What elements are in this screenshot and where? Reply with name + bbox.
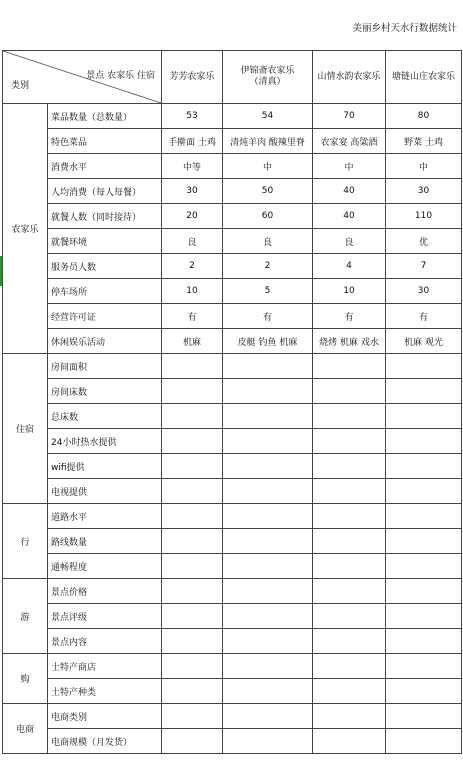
- value-cell[interactable]: 有: [162, 304, 223, 329]
- item-label-cell[interactable]: 道路水平: [48, 504, 162, 529]
- category-cell-farmstay[interactable]: 农家乐: [3, 104, 48, 354]
- table-row: [3, 204, 462, 229]
- value-cell[interactable]: 中等: [162, 154, 223, 179]
- value-cell[interactable]: [162, 604, 223, 629]
- value-cell[interactable]: [223, 504, 313, 529]
- value-cell[interactable]: 良: [313, 229, 386, 254]
- value-cell[interactable]: [223, 529, 313, 554]
- value-cell[interactable]: [313, 404, 386, 429]
- value-cell[interactable]: 70: [313, 104, 386, 129]
- table-row: [3, 604, 462, 629]
- value-cell[interactable]: [386, 379, 462, 404]
- value-cell[interactable]: 54: [223, 104, 313, 129]
- value-cell[interactable]: [313, 604, 386, 629]
- value-cell[interactable]: 10: [313, 279, 386, 304]
- value-cell[interactable]: 30: [386, 279, 462, 304]
- value-cell[interactable]: [386, 654, 462, 679]
- table-row: [3, 404, 462, 429]
- value-cell[interactable]: [162, 479, 223, 504]
- diagonal-header-cell[interactable]: [3, 51, 162, 104]
- value-cell[interactable]: [313, 729, 386, 754]
- value-cell[interactable]: [162, 729, 223, 754]
- value-cell[interactable]: 机麻: [162, 329, 223, 354]
- value-cell[interactable]: 有: [386, 304, 462, 329]
- table-row: [3, 129, 462, 154]
- column-header-line1: 山情水韵农家乐: [317, 71, 381, 82]
- item-label-cell[interactable]: 消费水平: [48, 154, 162, 179]
- diagonal-header-top-label: 景点 农家乐 住宿: [86, 71, 155, 81]
- table-row: [3, 504, 462, 529]
- item-label-cell[interactable]: 电商类别: [48, 704, 162, 729]
- table-row: [3, 479, 462, 504]
- category-cell-shopping[interactable]: 购: [3, 654, 48, 704]
- value-cell[interactable]: 20: [162, 204, 223, 229]
- value-cell[interactable]: 40: [313, 204, 386, 229]
- column-header-1[interactable]: [162, 51, 223, 104]
- value-cell[interactable]: 中: [386, 154, 462, 179]
- table-row: [3, 254, 462, 279]
- value-cell[interactable]: [162, 354, 223, 379]
- value-cell[interactable]: 野菜 土鸡: [386, 129, 462, 154]
- value-cell[interactable]: [386, 629, 462, 654]
- value-cell[interactable]: [386, 479, 462, 504]
- header-row: [3, 51, 462, 104]
- value-cell[interactable]: [223, 479, 313, 504]
- column-header-4[interactable]: [386, 51, 462, 104]
- item-label-cell[interactable]: 停车场所: [48, 279, 162, 304]
- value-cell[interactable]: [223, 729, 313, 754]
- value-cell[interactable]: [162, 379, 223, 404]
- item-label-cell[interactable]: 电视提供: [48, 479, 162, 504]
- item-label-cell[interactable]: 人均消费（每人每餐）: [48, 179, 162, 204]
- value-cell[interactable]: 清炖羊肉 酸辣里脊: [223, 129, 313, 154]
- value-cell[interactable]: [313, 554, 386, 579]
- value-cell[interactable]: [313, 354, 386, 379]
- column-header-line1: 芳芳农家乐: [169, 71, 215, 82]
- value-cell[interactable]: 优: [386, 229, 462, 254]
- value-cell[interactable]: [223, 604, 313, 629]
- item-label-cell[interactable]: 菜品数量（总数量）: [48, 104, 162, 129]
- value-cell[interactable]: 4: [313, 254, 386, 279]
- value-cell[interactable]: 80: [386, 104, 462, 129]
- table-row: [3, 679, 462, 704]
- item-label-cell[interactable]: 房间床数: [48, 379, 162, 404]
- value-cell[interactable]: [162, 629, 223, 654]
- item-label-cell[interactable]: 土特产种类: [48, 679, 162, 704]
- value-cell[interactable]: [223, 429, 313, 454]
- table-row: [3, 329, 462, 354]
- value-cell[interactable]: 有: [313, 304, 386, 329]
- table-row: [3, 229, 462, 254]
- value-cell[interactable]: [386, 529, 462, 554]
- value-cell[interactable]: [223, 354, 313, 379]
- value-cell[interactable]: [162, 654, 223, 679]
- item-label-cell[interactable]: 房间面积: [48, 354, 162, 379]
- table-row: [3, 654, 462, 679]
- value-cell[interactable]: 2: [162, 254, 223, 279]
- value-cell[interactable]: [313, 429, 386, 454]
- value-cell[interactable]: 皮艇 钓鱼 机麻: [223, 329, 313, 354]
- value-cell[interactable]: 10: [162, 279, 223, 304]
- table-row: [3, 629, 462, 654]
- value-cell[interactable]: [386, 429, 462, 454]
- category-cell-sightseeing[interactable]: 游: [3, 579, 48, 654]
- value-cell[interactable]: 有: [223, 304, 313, 329]
- table-row: [3, 579, 462, 604]
- value-cell[interactable]: 良: [162, 229, 223, 254]
- category-cell-transport[interactable]: 行: [3, 504, 48, 579]
- value-cell[interactable]: [223, 404, 313, 429]
- value-cell[interactable]: [162, 404, 223, 429]
- table-row: [3, 454, 462, 479]
- item-label-cell[interactable]: 24小时热水提供: [48, 429, 162, 454]
- category-cell-ecommerce[interactable]: 电商: [3, 704, 48, 754]
- value-cell[interactable]: [386, 604, 462, 629]
- value-cell[interactable]: [313, 529, 386, 554]
- value-cell[interactable]: [162, 529, 223, 554]
- value-cell[interactable]: [386, 579, 462, 604]
- table-row: [3, 554, 462, 579]
- column-header-line1: 伊锦斋农家乐: [240, 66, 295, 76]
- value-cell[interactable]: [313, 679, 386, 704]
- value-cell[interactable]: [223, 654, 313, 679]
- item-label-cell[interactable]: 服务员人数: [48, 254, 162, 279]
- value-cell[interactable]: 30: [386, 179, 462, 204]
- table-row: [3, 729, 462, 754]
- value-cell[interactable]: [386, 729, 462, 754]
- value-cell[interactable]: [313, 579, 386, 604]
- diagonal-header-bottom-label: 类别: [11, 81, 30, 91]
- value-cell[interactable]: 60: [223, 204, 313, 229]
- item-label-cell[interactable]: 就餐人数（同时接待）: [48, 204, 162, 229]
- value-cell[interactable]: [223, 629, 313, 654]
- value-cell[interactable]: [223, 579, 313, 604]
- item-label-cell[interactable]: 总床数: [48, 404, 162, 429]
- table-row: [3, 529, 462, 554]
- value-cell[interactable]: [162, 504, 223, 529]
- value-cell[interactable]: 5: [223, 279, 313, 304]
- column-header-line2: （清真）: [249, 77, 286, 87]
- value-cell[interactable]: [386, 554, 462, 579]
- value-cell[interactable]: 手擀面 土鸡: [162, 129, 223, 154]
- value-cell[interactable]: [162, 429, 223, 454]
- table-row: [3, 154, 462, 179]
- table-row: [3, 279, 462, 304]
- value-cell[interactable]: [162, 454, 223, 479]
- item-label-cell[interactable]: 特色菜品: [48, 129, 162, 154]
- value-cell[interactable]: [223, 679, 313, 704]
- value-cell[interactable]: 良: [223, 229, 313, 254]
- value-cell[interactable]: [313, 379, 386, 404]
- value-cell[interactable]: [386, 704, 462, 729]
- value-cell[interactable]: [162, 554, 223, 579]
- value-cell[interactable]: [223, 704, 313, 729]
- table-row: [3, 304, 462, 329]
- column-header-line1: 塘链山庄农家乐: [391, 71, 455, 82]
- value-cell[interactable]: 50: [223, 179, 313, 204]
- value-cell[interactable]: [162, 679, 223, 704]
- statistics-table: [2, 50, 462, 754]
- value-cell[interactable]: 机麻 观光: [386, 329, 462, 354]
- value-cell[interactable]: [313, 629, 386, 654]
- value-cell[interactable]: [313, 479, 386, 504]
- value-cell[interactable]: 53: [162, 104, 223, 129]
- table-row: [3, 379, 462, 404]
- item-label-cell[interactable]: 就餐环境: [48, 229, 162, 254]
- table-row: [3, 104, 462, 129]
- value-cell[interactable]: 中: [313, 154, 386, 179]
- value-cell[interactable]: [223, 454, 313, 479]
- item-label-cell[interactable]: 经营许可证: [48, 304, 162, 329]
- value-cell[interactable]: [223, 379, 313, 404]
- value-cell[interactable]: [386, 354, 462, 379]
- value-cell[interactable]: 农家宴 高粱酒: [313, 129, 386, 154]
- item-label-cell[interactable]: 景点内容: [48, 629, 162, 654]
- table-row: [3, 704, 462, 729]
- item-label-cell[interactable]: wifi提供: [48, 454, 162, 479]
- table-row: [3, 429, 462, 454]
- value-cell[interactable]: [386, 679, 462, 704]
- value-cell[interactable]: [386, 454, 462, 479]
- value-cell[interactable]: [162, 579, 223, 604]
- sheet-title: 美丽乡村天水行数据统计: [352, 23, 457, 34]
- value-cell[interactable]: 烧烤 机麻 戏水: [313, 329, 386, 354]
- value-cell[interactable]: [162, 704, 223, 729]
- value-cell[interactable]: 2: [223, 254, 313, 279]
- value-cell[interactable]: [313, 504, 386, 529]
- value-cell[interactable]: 7: [386, 254, 462, 279]
- table-body: [3, 51, 462, 754]
- value-cell[interactable]: 110: [386, 204, 462, 229]
- item-label-cell[interactable]: 景点价格: [48, 579, 162, 604]
- table-row: [3, 179, 462, 204]
- column-header-2[interactable]: [223, 51, 313, 104]
- value-cell[interactable]: [313, 704, 386, 729]
- value-cell[interactable]: 中: [223, 154, 313, 179]
- value-cell[interactable]: [386, 404, 462, 429]
- value-cell[interactable]: [313, 654, 386, 679]
- item-label-cell[interactable]: 电商规模（月发货）: [48, 729, 162, 754]
- item-label-cell[interactable]: 通畅程度: [48, 554, 162, 579]
- item-label-cell[interactable]: 景点评级: [48, 604, 162, 629]
- value-cell[interactable]: 30: [162, 179, 223, 204]
- value-cell[interactable]: [223, 554, 313, 579]
- table-row: [3, 354, 462, 379]
- value-cell[interactable]: 40: [313, 179, 386, 204]
- item-label-cell[interactable]: 土特产商店: [48, 654, 162, 679]
- column-header-3[interactable]: [313, 51, 386, 104]
- value-cell[interactable]: [313, 454, 386, 479]
- item-label-cell[interactable]: 休闲娱乐活动: [48, 329, 162, 354]
- category-cell-lodging[interactable]: 住宿: [3, 354, 48, 504]
- item-label-cell[interactable]: 路线数量: [48, 529, 162, 554]
- value-cell[interactable]: [386, 504, 462, 529]
